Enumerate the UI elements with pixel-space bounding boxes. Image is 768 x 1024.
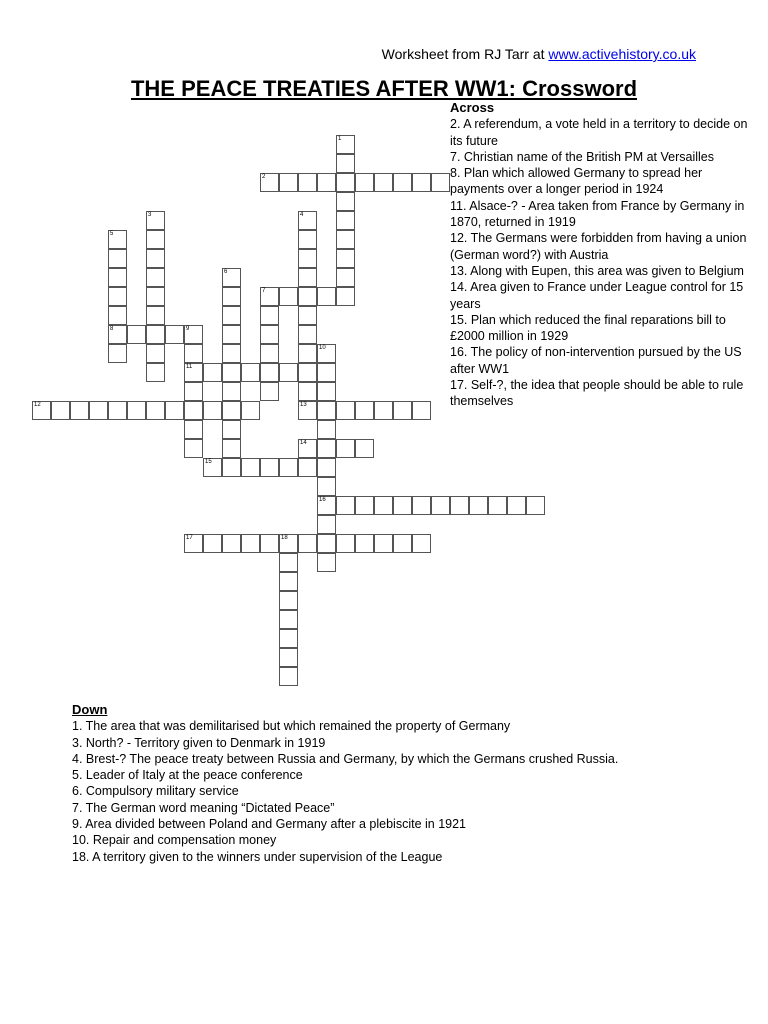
- grid-cell[interactable]: [317, 496, 336, 515]
- grid-cell[interactable]: [203, 401, 222, 420]
- grid-cell[interactable]: [298, 211, 317, 230]
- grid-cell[interactable]: [184, 325, 203, 344]
- grid-cell[interactable]: [146, 230, 165, 249]
- grid-cell[interactable]: [165, 325, 184, 344]
- grid-cell[interactable]: [317, 344, 336, 363]
- grid-cell[interactable]: [526, 496, 545, 515]
- grid-cell[interactable]: [222, 458, 241, 477]
- grid-cell[interactable]: [108, 325, 127, 344]
- grid-cell[interactable]: [260, 325, 279, 344]
- grid-cell[interactable]: [260, 306, 279, 325]
- grid-cell[interactable]: [507, 496, 526, 515]
- grid-cell[interactable]: [355, 401, 374, 420]
- grid-cell[interactable]: [127, 325, 146, 344]
- grid-cell[interactable]: [279, 553, 298, 572]
- across-clues: [450, 100, 750, 410]
- clue-number: 7: [262, 288, 266, 294]
- grid-cell[interactable]: [317, 515, 336, 534]
- clue-number: 13: [300, 402, 307, 408]
- grid-cell[interactable]: [222, 534, 241, 553]
- down-clue: 6. Compulsory military service: [72, 784, 239, 799]
- grid-cell[interactable]: [222, 306, 241, 325]
- grid-cell[interactable]: [165, 401, 184, 420]
- clue-number: 3: [148, 212, 152, 218]
- grid-cell[interactable]: [222, 325, 241, 344]
- across-clue: 8. Plan which allowed Germany to spread her payments over a longer period in 1924: [450, 166, 703, 197]
- grid-cell[interactable]: [431, 496, 450, 515]
- grid-cell[interactable]: [298, 287, 317, 306]
- grid-cell[interactable]: [393, 534, 412, 553]
- grid-cell[interactable]: [241, 363, 260, 382]
- grid-cell[interactable]: [203, 363, 222, 382]
- activehistory-link[interactable]: www.activehistory.co.uk: [548, 46, 696, 62]
- clue-number: 12: [34, 402, 41, 408]
- grid-cell[interactable]: [184, 363, 203, 382]
- clue-number: 16: [319, 497, 326, 503]
- grid-cell[interactable]: [412, 173, 431, 192]
- across-clue: 14. Area given to France under League control for 15 years: [450, 280, 744, 311]
- clue-number: 15: [205, 459, 212, 465]
- grid-cell[interactable]: [203, 458, 222, 477]
- clue-number: 8: [110, 326, 114, 332]
- grid-cell[interactable]: [298, 363, 317, 382]
- grid-cell[interactable]: [279, 610, 298, 629]
- grid-cell[interactable]: [355, 173, 374, 192]
- grid-cell[interactable]: [336, 401, 355, 420]
- grid-cell[interactable]: [108, 401, 127, 420]
- grid-cell[interactable]: [146, 287, 165, 306]
- grid-cell[interactable]: [146, 344, 165, 363]
- grid-cell[interactable]: [279, 648, 298, 667]
- grid-cell[interactable]: [260, 534, 279, 553]
- grid-cell[interactable]: [146, 268, 165, 287]
- grid-cell[interactable]: [146, 249, 165, 268]
- clue-number: 4: [300, 212, 304, 218]
- grid-cell[interactable]: [336, 211, 355, 230]
- grid-cell[interactable]: [222, 439, 241, 458]
- grid-cell[interactable]: [279, 534, 298, 553]
- grid-cell[interactable]: [336, 287, 355, 306]
- clue-number: 14: [300, 440, 307, 446]
- grid-cell[interactable]: [393, 496, 412, 515]
- clue-number: 9: [186, 326, 190, 332]
- grid-cell[interactable]: [317, 287, 336, 306]
- grid-cell[interactable]: [108, 344, 127, 363]
- grid-cell[interactable]: [184, 420, 203, 439]
- grid-cell[interactable]: [260, 173, 279, 192]
- down-clue: 7. The German word meaning “Dictated Peace”: [72, 800, 335, 815]
- down-clues: [72, 702, 752, 865]
- grid-cell[interactable]: [184, 401, 203, 420]
- grid-cell[interactable]: [298, 268, 317, 287]
- down-clue: 9. Area divided between Poland and Germany after a plebiscite in 1921: [72, 817, 467, 832]
- across-clue: 11. Alsace-? - Area taken from France by Germany in 1870, returned in 1919: [450, 198, 745, 230]
- grid-cell[interactable]: [146, 363, 165, 382]
- across-clue: 13. Along with Eupen, this area was given to Belgium: [450, 263, 744, 278]
- grid-cell[interactable]: [260, 363, 279, 382]
- grid-cell[interactable]: [336, 534, 355, 553]
- down-clue: 4. Brest-? The peace treaty between Russia and Germany, by which the Germans crushed Russia.: [72, 751, 619, 766]
- grid-cell[interactable]: [431, 173, 450, 192]
- grid-cell[interactable]: [469, 496, 488, 515]
- grid-cell[interactable]: [32, 401, 51, 420]
- grid-cell[interactable]: [279, 458, 298, 477]
- grid-cell[interactable]: [298, 173, 317, 192]
- grid-cell[interactable]: [412, 401, 431, 420]
- down-clue: 3. North? - Territory given to Denmark in 1919: [72, 735, 326, 750]
- grid-cell[interactable]: [336, 173, 355, 192]
- grid-cell[interactable]: [222, 268, 241, 287]
- clue-number: 17: [186, 535, 193, 541]
- grid-cell[interactable]: [146, 401, 165, 420]
- grid-cell[interactable]: [336, 496, 355, 515]
- grid-cell[interactable]: [393, 401, 412, 420]
- grid-cell[interactable]: [146, 306, 165, 325]
- grid-cell[interactable]: [298, 230, 317, 249]
- grid-cell[interactable]: [279, 363, 298, 382]
- grid-cell[interactable]: [108, 230, 127, 249]
- grid-cell[interactable]: [222, 401, 241, 420]
- grid-cell[interactable]: [70, 401, 89, 420]
- clue-number: 18: [281, 535, 288, 541]
- grid-cell[interactable]: [298, 249, 317, 268]
- grid-cell[interactable]: [317, 458, 336, 477]
- grid-cell[interactable]: [317, 439, 336, 458]
- clue-number: 2: [262, 174, 266, 180]
- grid-cell[interactable]: [241, 458, 260, 477]
- grid-cell[interactable]: [298, 306, 317, 325]
- grid-cell[interactable]: [336, 230, 355, 249]
- down-heading: Down: [72, 702, 108, 717]
- grid-cell[interactable]: [336, 439, 355, 458]
- grid-cell[interactable]: [89, 401, 108, 420]
- across-clue: 7. Christian name of the British PM at Versailles: [450, 149, 715, 164]
- grid-cell[interactable]: [279, 629, 298, 648]
- grid-cell[interactable]: [355, 534, 374, 553]
- grid-cell[interactable]: [336, 154, 355, 173]
- grid-cell[interactable]: [279, 173, 298, 192]
- grid-cell[interactable]: [336, 192, 355, 211]
- across-clue: 16. The policy of non-intervention pursued by the US after WW1: [450, 345, 742, 376]
- clue-number: 1: [338, 136, 342, 142]
- across-clue: 17. Self-?, the idea that people should be able to rule themselves: [450, 378, 744, 409]
- grid-cell[interactable]: [127, 401, 146, 420]
- grid-cell[interactable]: [317, 401, 336, 420]
- clue-number: 6: [224, 269, 228, 275]
- grid-cell[interactable]: [355, 439, 374, 458]
- grid-cell[interactable]: [260, 287, 279, 306]
- page-title: THE PEACE TREATIES AFTER WW1: Crossword: [130, 76, 638, 101]
- grid-cell[interactable]: [241, 401, 260, 420]
- across-clue: 2. A referendum, a vote held in a territory to decide on its future: [450, 117, 748, 148]
- grid-cell[interactable]: [279, 572, 298, 591]
- grid-cell[interactable]: [108, 249, 127, 268]
- grid-cell[interactable]: [317, 382, 336, 401]
- grid-cell[interactable]: [222, 420, 241, 439]
- grid-cell[interactable]: [374, 534, 393, 553]
- grid-cell[interactable]: [336, 268, 355, 287]
- grid-cell[interactable]: [184, 439, 203, 458]
- grid-cell[interactable]: [260, 382, 279, 401]
- grid-cell[interactable]: [317, 553, 336, 572]
- grid-cell[interactable]: [146, 211, 165, 230]
- grid-cell[interactable]: [260, 344, 279, 363]
- grid-cell[interactable]: [279, 591, 298, 610]
- across-clue: 15. Plan which reduced the final reparations bill to £2000 million in 1929: [450, 312, 726, 344]
- grid-cell[interactable]: [412, 496, 431, 515]
- grid-cell[interactable]: [51, 401, 70, 420]
- grid-cell[interactable]: [412, 534, 431, 553]
- grid-cell[interactable]: [298, 344, 317, 363]
- grid-cell[interactable]: [317, 363, 336, 382]
- clue-number: 10: [319, 345, 326, 351]
- clue-number: 5: [110, 231, 114, 237]
- grid-cell[interactable]: [488, 496, 507, 515]
- down-clue: 18. A territory given to the winners under supervision of the League: [72, 849, 443, 864]
- grid-cell[interactable]: [317, 534, 336, 553]
- grid-cell[interactable]: [222, 382, 241, 401]
- grid-cell[interactable]: [298, 458, 317, 477]
- grid-cell[interactable]: [222, 363, 241, 382]
- grid-cell[interactable]: [203, 534, 222, 553]
- down-clue: 5. Leader of Italy at the peace conference: [72, 768, 303, 783]
- grid-cell[interactable]: [317, 420, 336, 439]
- grid-cell[interactable]: [279, 667, 298, 686]
- grid-cell[interactable]: [184, 382, 203, 401]
- credit-text: Worksheet from RJ Tarr at: [381, 46, 549, 62]
- across-heading: Across: [450, 100, 495, 115]
- grid-cell[interactable]: [298, 439, 317, 458]
- grid-cell[interactable]: [298, 401, 317, 420]
- grid-cell[interactable]: [184, 534, 203, 553]
- grid-cell[interactable]: [298, 325, 317, 344]
- grid-cell[interactable]: [374, 496, 393, 515]
- grid-cell[interactable]: [393, 173, 412, 192]
- across-clue: 12. The Germans were forbidden from having a union (German word?) with Austria: [450, 231, 747, 262]
- grid-cell[interactable]: [317, 477, 336, 496]
- grid-cell[interactable]: [260, 458, 279, 477]
- grid-cell[interactable]: [146, 325, 165, 344]
- grid-cell[interactable]: [108, 268, 127, 287]
- clue-number: 11: [186, 364, 193, 370]
- grid-cell[interactable]: [279, 287, 298, 306]
- grid-cell[interactable]: [450, 496, 469, 515]
- grid-cell[interactable]: [222, 344, 241, 363]
- grid-cell[interactable]: [108, 287, 127, 306]
- down-clue: 1. The area that was demilitarised but which remained the property of Germany: [72, 719, 511, 734]
- grid-cell[interactable]: [374, 173, 393, 192]
- grid-cell[interactable]: [241, 534, 260, 553]
- grid-cell[interactable]: [336, 249, 355, 268]
- grid-cell[interactable]: [298, 382, 317, 401]
- grid-cell[interactable]: [355, 496, 374, 515]
- down-clue: 10. Repair and compensation money: [72, 833, 277, 848]
- grid-cell[interactable]: [317, 173, 336, 192]
- grid-cell[interactable]: [374, 401, 393, 420]
- grid-cell[interactable]: [336, 135, 355, 154]
- grid-cell[interactable]: [108, 306, 127, 325]
- grid-cell[interactable]: [298, 534, 317, 553]
- grid-cell[interactable]: [222, 287, 241, 306]
- grid-cell[interactable]: [184, 344, 203, 363]
